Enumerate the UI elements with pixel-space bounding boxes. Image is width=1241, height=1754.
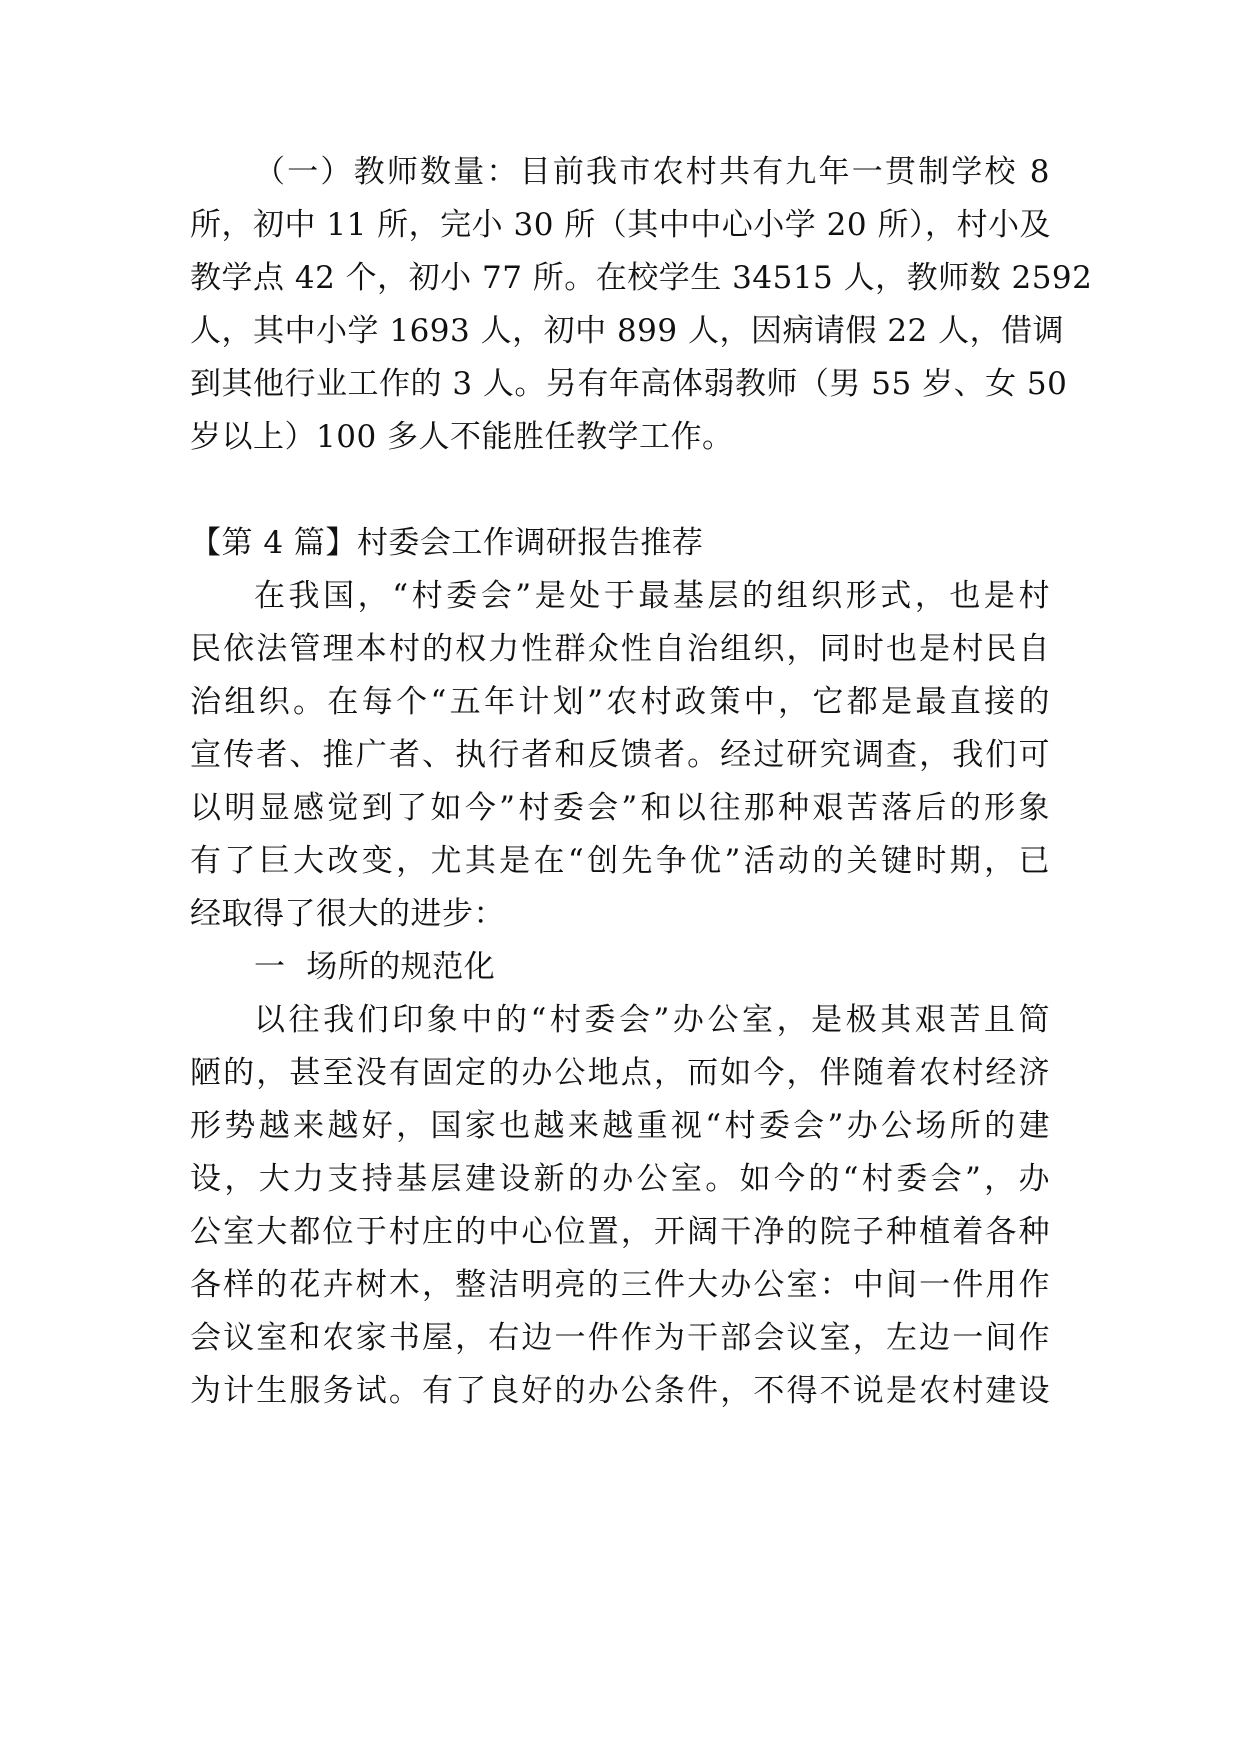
- paragraph-line: 教学点 42 个，初小 77 所。在校学生 34515 人，教师数 2592: [190, 260, 1093, 296]
- paragraph-line: 到其他行业工作的 3 人。另有年高体弱教师（男 55 岁、女 50: [190, 366, 1068, 402]
- paragraph-line: 以明显感觉到了如今”村委会”和以往那种艰苦落后的形象: [190, 790, 1050, 826]
- paragraph-line: 经取得了很大的进步：: [190, 896, 505, 932]
- paragraph-line: 设，大力支持基层建设新的办公室。如今的“村委会”，办: [190, 1161, 1050, 1197]
- paragraph-line: 所，初中 11 所，完小 30 所（其中中心小学 20 所），村小及: [190, 207, 1051, 243]
- paragraph-line: 岁以上）100 多人不能胜任教学工作。: [190, 419, 734, 455]
- paragraph-line: 治组织。在每个“五年计划”农村政策中，它都是最直接的: [190, 684, 1050, 720]
- paragraph-line: 在我国，“村委会”是处于最基层的组织形式，也是村: [254, 578, 1050, 614]
- paragraph-line: 民依法管理本村的权力性群众性自治组织，同时也是村民自: [190, 631, 1050, 667]
- paragraph-line: 各样的花卉树木，整洁明亮的三件大办公室：中间一件用作: [190, 1267, 1050, 1303]
- paragraph-line: 公室大都位于村庄的中心位置，开阔干净的院子种植着各种: [190, 1214, 1050, 1250]
- paragraph-line: 陋的，甚至没有固定的办公地点，而如今，伴随着农村经济: [190, 1055, 1050, 1091]
- paragraph-line: 有了巨大改变，尤其是在“创先争优”活动的关键时期，已: [190, 843, 1050, 879]
- paragraph-line: 以往我们印象中的“村委会”办公室，是极其艰苦且简: [254, 1002, 1050, 1038]
- paragraph-line: 为计生服务试。有了良好的办公条件，不得不说是农村建设: [190, 1373, 1050, 1409]
- article-heading: 【第 4 篇】村委会工作调研报告推荐: [190, 525, 704, 561]
- paragraph-line: （一）教师数量：目前我市农村共有九年一贯制学校 8: [254, 154, 1050, 190]
- section-subheading: 一 场所的规范化: [254, 949, 496, 985]
- paragraph-line: 会议室和农家书屋，右边一件作为干部会议室，左边一间作: [190, 1320, 1050, 1356]
- paragraph-line: 形势越来越好，国家也越来越重视“村委会”办公场所的建: [190, 1108, 1050, 1144]
- paragraph-line: 宣传者、推广者、执行者和反馈者。经过研究调查，我们可: [190, 737, 1050, 773]
- paragraph-line: 人，其中小学 1693 人，初中 899 人，因病请假 22 人，借调: [190, 313, 1065, 349]
